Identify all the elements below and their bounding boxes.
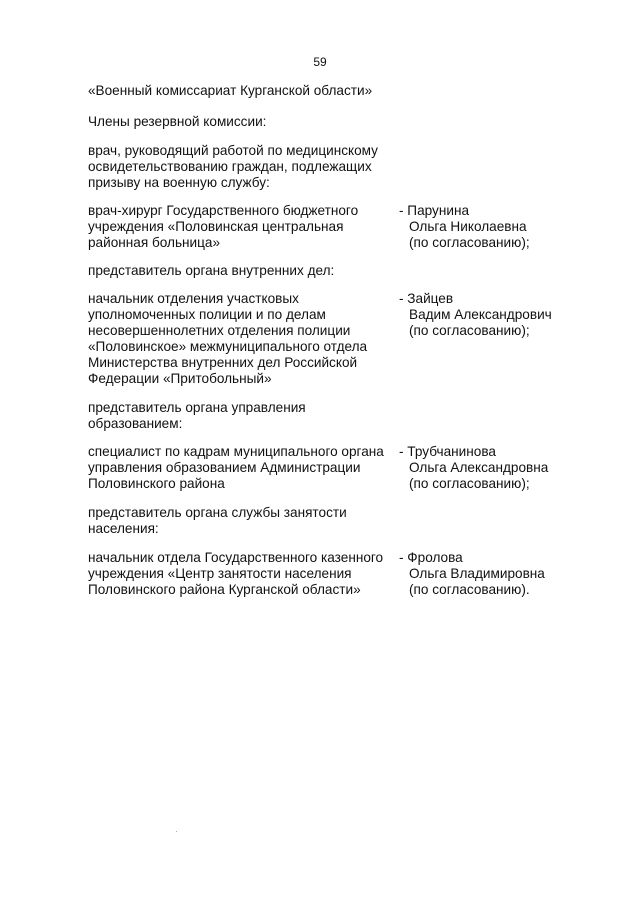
- text-line: представитель органа внутренних дел:: [88, 263, 335, 278]
- section-doctor: [88, 143, 378, 191]
- entry-4-person: [399, 550, 545, 598]
- text-line: освидетельствованию граждан, подлежащих: [88, 159, 372, 174]
- scan-speck: [176, 831, 177, 832]
- section-employment: [88, 505, 347, 537]
- person-surname: - Парунина: [399, 203, 470, 218]
- text-line: врач-хирург Государственного бюджетного: [88, 203, 359, 218]
- entry-3-person: [399, 444, 548, 492]
- text-line: населения:: [88, 521, 159, 536]
- page-number: 59: [313, 55, 327, 69]
- entry-3-position: [88, 444, 384, 492]
- text-line: представитель органа управления: [88, 400, 306, 415]
- text-line: учреждения «Центр занятости населения: [88, 566, 352, 581]
- section-police: [88, 263, 334, 279]
- text-line: представитель органа службы занятости: [88, 505, 347, 520]
- text-line: Половинского района: [88, 476, 225, 491]
- person-name: Ольга Александровна: [409, 460, 549, 475]
- person-name: Вадим Александрович: [409, 307, 552, 322]
- entry-1-person: [399, 203, 530, 251]
- text-line: Федерации «Притобольный»: [88, 371, 272, 386]
- text-line: призыву на военную службу:: [88, 175, 270, 190]
- document-heading: «Военный комиссариат Курганской области»: [88, 83, 373, 98]
- text-line: уполномоченных полиции и по делам: [88, 307, 326, 322]
- text-line: учреждения «Половинская центральная: [88, 219, 344, 234]
- text-line: «Половинское» межмуниципального отдела: [88, 339, 368, 354]
- entry-2-position: [88, 291, 367, 387]
- text-line: начальник отделения участковых: [88, 291, 299, 306]
- person-name: Ольга Владимировна: [409, 566, 545, 581]
- person-surname: - Зайцев: [399, 291, 454, 306]
- person-name: Ольга Николаевна: [409, 219, 527, 234]
- section-education: [88, 400, 306, 432]
- person-note: (по согласованию);: [409, 323, 530, 338]
- person-surname: - Трубчанинова: [399, 444, 496, 459]
- text-line: врач, руководящий работой по медицинскому: [88, 143, 378, 158]
- entry-1-position: [88, 203, 358, 251]
- text-line: Министерства внутренних дел Российской: [88, 355, 358, 370]
- text-line: несовершеннолетних отделения полиции: [88, 323, 351, 338]
- entry-4-position: [88, 550, 383, 598]
- text-line: образованием:: [88, 416, 183, 431]
- text-line: Половинского района Курганской области»: [88, 582, 361, 597]
- text-line: начальник отдела Государственного казенного: [88, 550, 384, 565]
- person-note: (по согласованию).: [409, 582, 530, 597]
- entry-2-person: [399, 291, 552, 339]
- person-note: (по согласованию);: [409, 476, 530, 491]
- text-line: специалист по кадрам муниципального органа: [88, 444, 384, 459]
- person-surname: - Фролова: [399, 550, 463, 565]
- text-line: районная больница»: [88, 235, 221, 250]
- person-note: (по согласованию);: [409, 235, 530, 250]
- members-title: Члены резервной комиссии:: [88, 114, 267, 129]
- text-line: управления образованием Администрации: [88, 460, 361, 475]
